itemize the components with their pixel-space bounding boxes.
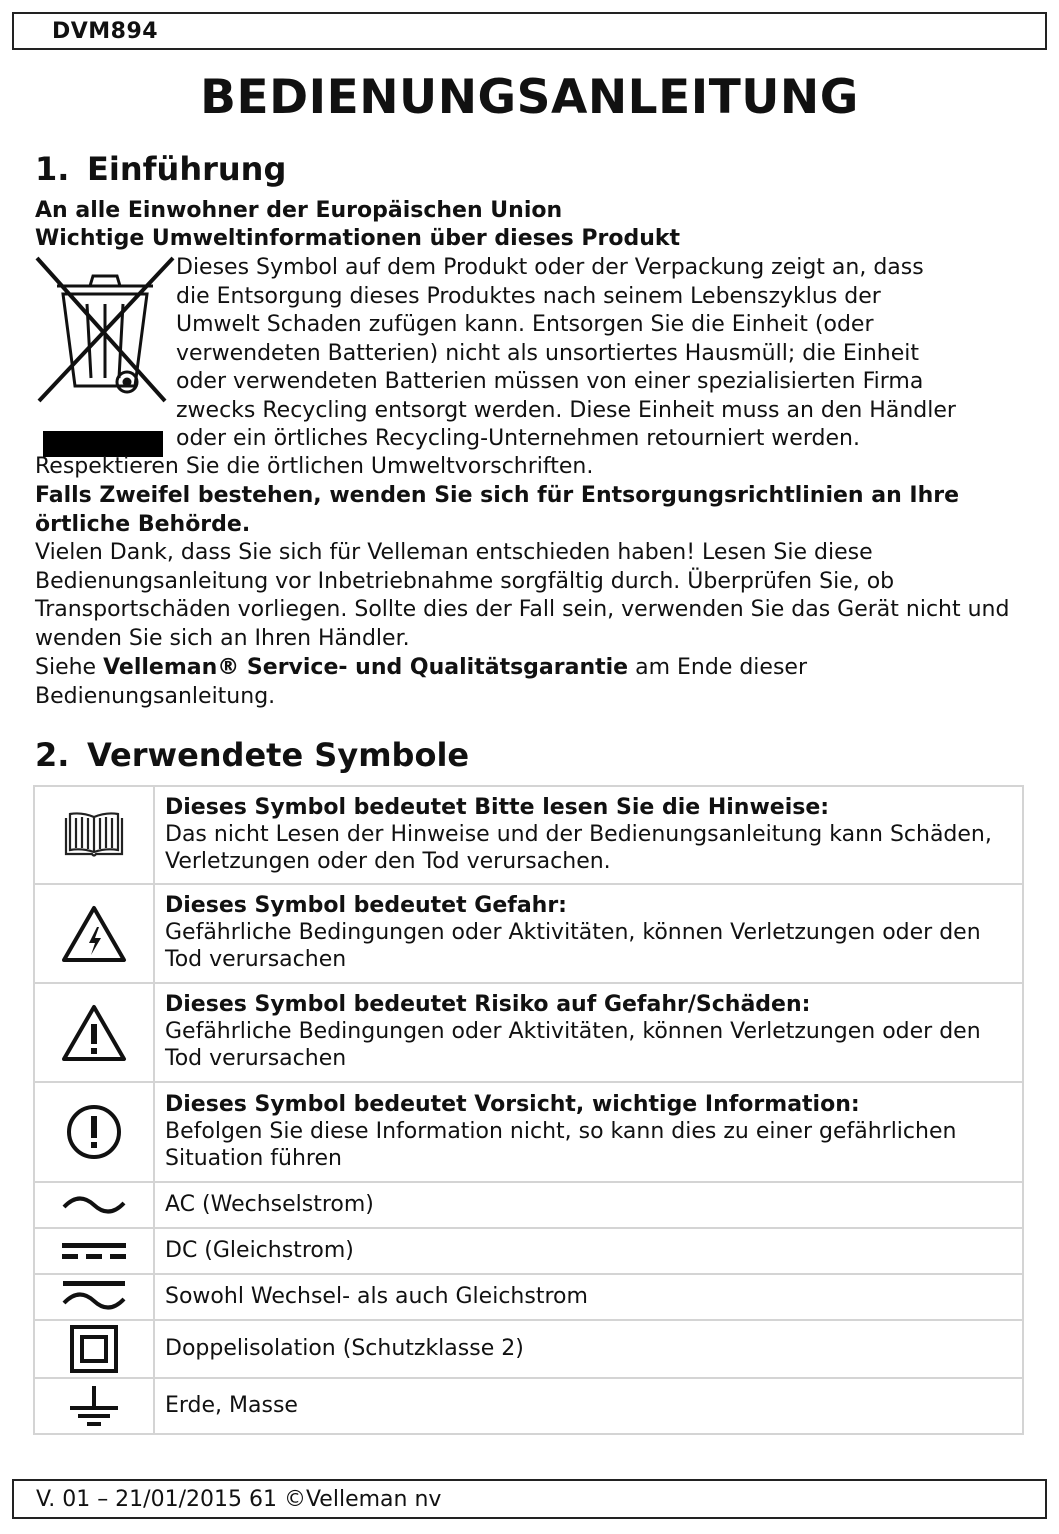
symbol-description-cell	[154, 1182, 1023, 1228]
symbol-icon-cell	[34, 1182, 154, 1228]
symbol-description-cell	[154, 983, 1023, 1082]
weee-crossed-bin-icon	[35, 256, 175, 461]
ac-dc-icon	[61, 1279, 127, 1315]
high-voltage-warning-icon	[61, 905, 127, 963]
symbol-text: Das nicht Lesen der Hinweise und der Bedienungsanleitung kann Schäden, Verletzungen oder den Tod verursachen.	[165, 821, 992, 874]
section-1-heading	[35, 150, 286, 188]
symbol-text: Befolgen Sie diese Information nicht, so kann dies zu einer gefährlichen Situation führen	[165, 1118, 957, 1171]
weee-line: verwendeten Batterien) nicht als unsortiertes Hausmüll; die Einheit	[176, 340, 920, 366]
ac-icon	[61, 1193, 127, 1217]
exclamation-warning-icon	[61, 1004, 127, 1062]
symbol-description-cell	[154, 1274, 1023, 1320]
weee-line: zwecks Recycling entsorgt werden. Diese Einheit muss an den Händler	[176, 397, 956, 423]
symbol-icon-cell	[34, 786, 154, 884]
double-insulation-icon	[69, 1324, 119, 1374]
symbol-icon-cell	[34, 884, 154, 983]
symbol-row	[34, 1228, 1023, 1274]
section-2-title: Verwendete Symbole	[87, 736, 470, 774]
footer-box	[12, 1479, 1047, 1519]
symbol-description-cell	[154, 786, 1023, 884]
warranty-reference: Velleman® Service- und Qualitätsgarantie	[103, 655, 629, 680]
symbol-icon-cell	[34, 1228, 154, 1274]
model-number: DVM894	[52, 19, 159, 44]
symbol-text: DC (Gleichstrom)	[165, 1237, 354, 1263]
symbol-description-cell	[154, 884, 1023, 983]
symbol-row	[34, 1320, 1023, 1378]
footer-version-text: V. 01 – 21/01/2015 61 ©Velleman nv	[36, 1487, 442, 1512]
doubt-notice: Falls Zweifel bestehen, wenden Sie sich für Entsorgungsrichtlinien an Ihre örtliche Behörde.	[35, 483, 960, 537]
symbol-text: Erde, Masse	[165, 1392, 298, 1418]
weee-line: Dieses Symbol auf dem Produkt oder der Verpackung zeigt an, dass	[176, 255, 924, 280]
ground-icon	[66, 1384, 122, 1428]
symbol-icon-cell	[34, 983, 154, 1082]
dc-icon	[60, 1239, 128, 1263]
symbol-row	[34, 1274, 1023, 1320]
thanks-paragraph: Vielen Dank, dass Sie sich für Velleman entschieden haben! Lesen Sie diese Bedienungsanleitung vor Inbetriebnahme sorgfältig durch. Überprüfen Sie, ob Transportschäden vorliegen. Sollte dies der Fall sein, verwenden Sie das Gerät nicht und wenden Sie sich an Ihren Händler.	[35, 540, 1010, 651]
symbol-icon-cell	[34, 1320, 154, 1378]
symbol-description-cell	[154, 1378, 1023, 1434]
symbol-row	[34, 1182, 1023, 1228]
weee-line: oder verwendeten Batterien müssen von einer spezialisierten Firma	[176, 369, 924, 394]
weee-line: die Entsorgung dieses Produktes nach seinem Lebenszyklus der	[176, 283, 881, 309]
symbol-text: Gefährliche Bedingungen oder Aktivitäten, können Verletzungen oder den Tod verursachen	[165, 1019, 981, 1071]
header-box	[12, 12, 1047, 50]
symbol-row	[34, 1082, 1023, 1182]
symbol-row	[34, 884, 1023, 983]
symbol-text: Sowohl Wechsel- als auch Gleichstrom	[165, 1283, 588, 1309]
symbol-text: Doppelisolation (Schutzklasse 2)	[165, 1335, 524, 1361]
symbol-description-cell	[154, 1228, 1023, 1274]
symbol-title: Dieses Symbol bedeutet Vorsicht, wichtige Information:	[165, 1091, 860, 1117]
section-1-title: Einführung	[87, 150, 287, 188]
document-title: BEDIENUNGSANLEITUNG	[200, 70, 859, 125]
see-warranty-paragraph	[35, 654, 1030, 711]
caution-circle-icon	[65, 1103, 123, 1161]
see-suffix: am Ende dieser Bedienungsanleitung.	[35, 655, 807, 709]
weee-description	[176, 254, 1026, 454]
symbol-description-cell	[154, 1320, 1023, 1378]
symbol-icon-cell	[34, 1082, 154, 1182]
eu-residents-line: An alle Einwohner der Europäischen Union	[35, 198, 563, 223]
symbol-title: Dieses Symbol bedeutet Gefahr:	[165, 893, 567, 918]
symbol-row	[34, 983, 1023, 1082]
section-1-number: 1.	[35, 150, 70, 188]
symbol-text: Gefährliche Bedingungen oder Aktivitäten, können Verletzungen oder den Tod verursachen	[165, 920, 981, 972]
symbols-table	[33, 785, 1024, 1435]
symbol-text: AC (Wechselstrom)	[165, 1191, 374, 1217]
symbol-title: Dieses Symbol bedeutet Bitte lesen Sie die Hinweise:	[165, 794, 830, 820]
book-icon	[62, 810, 126, 860]
symbol-title: Dieses Symbol bedeutet Risiko auf Gefahr/Schäden:	[165, 992, 811, 1017]
section-2-heading	[35, 736, 469, 774]
weee-line: Umwelt Schaden zufügen kann. Entsorgen Sie die Einheit (oder	[176, 312, 874, 337]
see-prefix: Siehe	[35, 655, 104, 680]
weee-line: oder ein örtliches Recycling-Unternehmen retourniert werden.	[176, 426, 860, 451]
respect-regulations-line: Respektieren Sie die örtlichen Umweltvorschriften.	[35, 454, 594, 479]
symbol-icon-cell	[34, 1274, 154, 1320]
symbol-row	[34, 1378, 1023, 1434]
symbol-description-cell	[154, 1082, 1023, 1182]
section-2-number: 2.	[35, 736, 70, 774]
symbol-icon-cell	[34, 1378, 154, 1434]
environment-info-line: Wichtige Umweltinformationen über dieses Produkt	[35, 226, 681, 251]
symbol-row	[34, 786, 1023, 884]
